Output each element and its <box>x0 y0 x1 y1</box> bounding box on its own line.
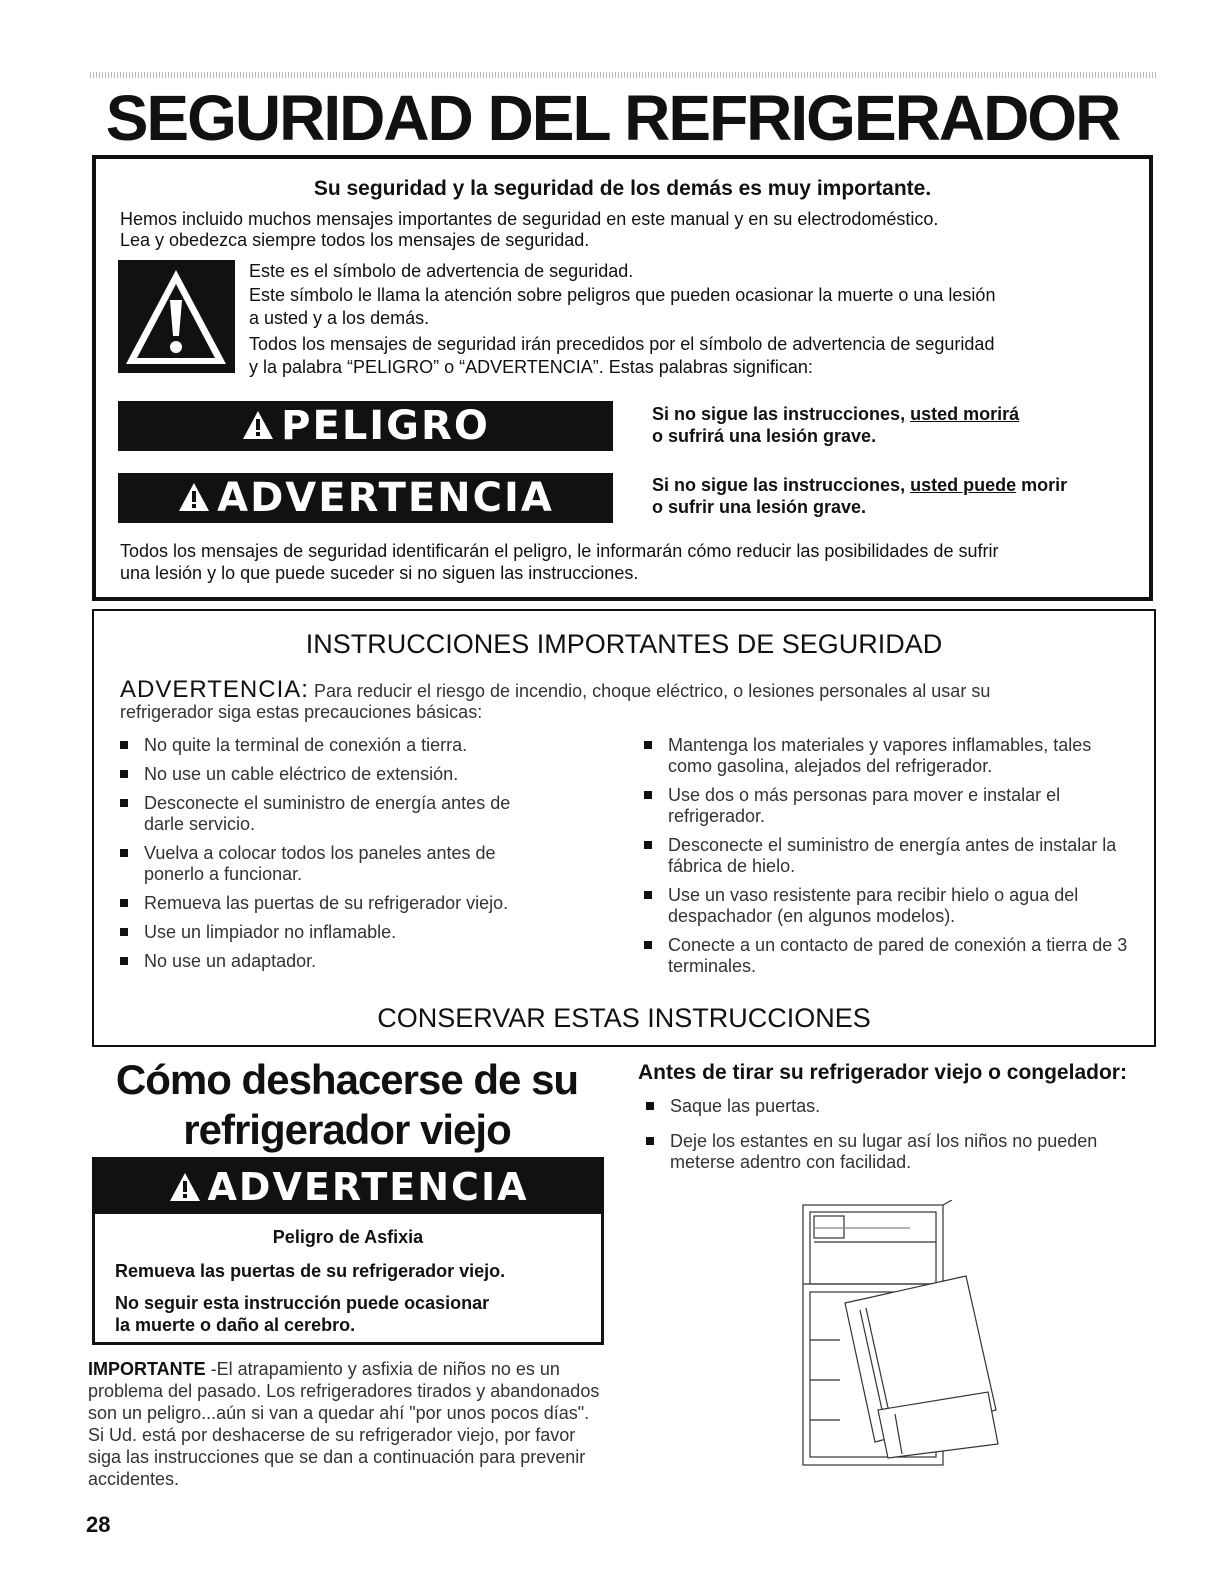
adv-text-b: o sufrir una lesión grave. <box>652 497 867 517</box>
peligro-text-a: Si no sigue las instrucciones, <box>652 404 911 424</box>
top-rule <box>90 72 1158 78</box>
advertencia-label: ADVERTENCIA <box>207 1165 529 1209</box>
list-item: No quite la terminal de conexión a tierra. <box>114 735 544 756</box>
list-item: Use dos o más personas para mover e instalar el refrigerador. <box>638 785 1138 827</box>
symbol-text-3: a usted y a los demás. <box>249 308 430 328</box>
intro-line-2: Lea y obedezca siempre todos los mensajes de seguridad. <box>120 230 590 250</box>
peligro-text-underlined: usted morirá <box>910 404 1020 424</box>
list-item: Vuelva a colocar todos los paneles antes de ponerlo a funcionar. <box>114 843 544 885</box>
safety-alert-icon <box>118 260 235 373</box>
list-item: No use un adaptador. <box>114 951 544 972</box>
closing-line-2: una lesión y lo que puede suceder si no siguen las instrucciones. <box>120 563 639 583</box>
peligro-label: PELIGRO <box>281 403 490 449</box>
list-item: Desconecte el suministro de energía antes de darle servicio. <box>114 793 544 835</box>
important-label: IMPORTANTE <box>88 1359 206 1379</box>
list-item: Saque las puertas. <box>640 1096 1150 1117</box>
symbol-text-1: Este es el símbolo de advertencia de seguridad. <box>249 261 634 281</box>
list-item: No use un cable eléctrico de extensión. <box>114 764 544 785</box>
instructions-right-list <box>638 735 1138 985</box>
advertencia-banner <box>95 1160 601 1214</box>
list-item: Remueva las puertas de su refrigerador viejo. <box>114 893 544 914</box>
instructions-warning <box>120 676 1130 723</box>
important-text: -El atrapamiento y asfixia de niños no es un problema del pasado. Los refrigeradores tirados y abandonados son un peligro...aún si van a quedar ahí "por unos pocos días". Si Ud. está por deshacerse de su refrigerador viejo, por favor siga las instrucciones que se dan a continuación para prevenir accidentes. <box>88 1359 600 1489</box>
disposal-right-list <box>640 1096 1150 1181</box>
instructions-footer: CONSERVAR ESTAS INSTRUCCIONES <box>377 1003 871 1033</box>
advertencia-banner <box>118 473 613 523</box>
disposal-title-line-1: Cómo deshacerse de su <box>115 1056 579 1103</box>
instructions-warning-text: Para reducir el riesgo de incendio, choque eléctrico, o lesiones personales al usar su <box>308 681 991 701</box>
instructions-box <box>92 609 1156 1047</box>
symbol-text-5: y la palabra “PELIGRO” o “ADVERTENCIA”. Estas palabras significan: <box>249 357 813 377</box>
safety-heading: Su seguridad y la seguridad de los demás es muy importante. <box>313 177 932 200</box>
symbol-text-2: Este símbolo le llama la atención sobre peligros que pueden ocasionar la muerte o una lesión <box>249 285 996 305</box>
instructions-warning-label: ADVERTENCIA: <box>120 676 309 703</box>
list-item: Deje los estantes en su lugar así los niños no pueden meterse adentro con facilidad. <box>640 1131 1150 1173</box>
closing-line-1: Todos los mensajes de seguridad identificarán el peligro, le informarán cómo reducir las posibilidades de sufrir <box>120 541 999 561</box>
list-item: Conecte a un contacto de pared de conexión a tierra de 3 terminales. <box>638 935 1138 977</box>
important-paragraph <box>88 1358 608 1490</box>
hazard-line-1: Remueva las puertas de su refrigerador viejo. <box>115 1261 506 1281</box>
alert-triangle-icon <box>241 403 275 453</box>
safety-box <box>92 155 1153 601</box>
list-item: Mantenga los materiales y vapores inflamables, tales como gasolina, alejados del refrigerador. <box>638 735 1138 777</box>
refrigerator-illustration <box>800 1200 1010 1490</box>
peligro-text-b: o sufrirá una lesión grave. <box>652 426 877 446</box>
hazard-line-3: la muerte o daño al cerebro. <box>115 1315 356 1335</box>
disposal-right-heading: Antes de tirar su refrigerador viejo o congelador: <box>638 1061 1127 1084</box>
list-item: Desconecte el suministro de energía antes de instalar la fábrica de hielo. <box>638 835 1138 877</box>
asphyxia-warning-box <box>92 1157 604 1345</box>
adv-text-a: Si no sigue las instrucciones, <box>652 475 911 495</box>
peligro-meaning <box>652 403 1019 447</box>
adv-text-underlined: usted puede <box>910 475 1017 495</box>
alert-triangle-icon <box>168 1163 202 1217</box>
page-title: SEGURIDAD DEL REFRIGERADOR <box>105 82 1120 154</box>
adv-text-c: morir <box>1016 475 1068 495</box>
disposal-title-line-2: refrigerador viejo <box>183 1106 511 1153</box>
instructions-heading: INSTRUCCIONES IMPORTANTES DE SEGURIDAD <box>305 629 943 659</box>
disposal-title <box>92 1055 602 1155</box>
instructions-left-list <box>114 735 544 980</box>
hazard-line-2: No seguir esta instrucción puede ocasionar <box>115 1293 490 1313</box>
hazard-name: Peligro de Asfixia <box>272 1227 424 1247</box>
list-item: Use un vaso resistente para recibir hielo o agua del despachador (en algunos modelos). <box>638 885 1138 927</box>
alert-triangle-icon <box>177 475 211 525</box>
advertencia-meaning <box>652 474 1067 518</box>
peligro-banner <box>118 401 613 451</box>
list-item: Use un limpiador no inflamable. <box>114 922 544 943</box>
symbol-text-4: Todos los mensajes de seguridad irán precedidos por el símbolo de advertencia de seguridad <box>249 334 995 354</box>
page-number: 28 <box>86 1512 111 1537</box>
instructions-warning-text-2: refrigerador siga estas precauciones básicas: <box>120 702 483 722</box>
intro-line-1: Hemos incluido muchos mensajes importantes de seguridad en este manual y en su electrodoméstico. <box>120 209 939 229</box>
advertencia-label: ADVERTENCIA <box>217 475 554 521</box>
